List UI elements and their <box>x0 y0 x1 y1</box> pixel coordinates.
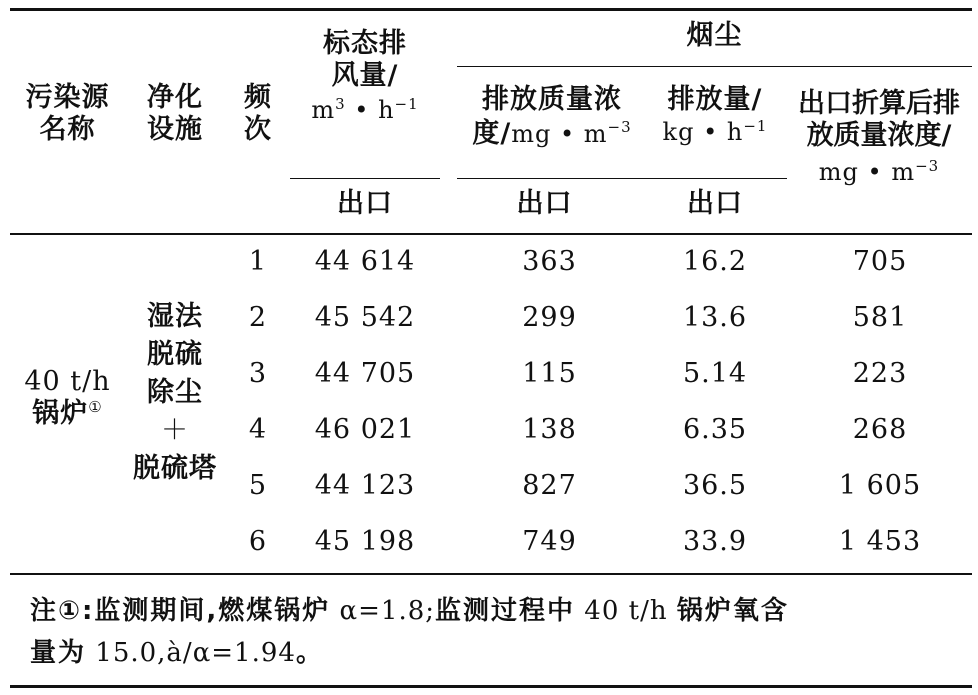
header-amount <box>650 84 780 146</box>
row-3-conc: 115 <box>522 358 577 389</box>
row-2-amount: 13.6 <box>682 302 748 333</box>
row-4-freq: 4 <box>248 414 268 445</box>
header-device-line2: 设施 <box>147 113 203 145</box>
header-amount-outlet: 出口 <box>687 188 743 219</box>
note-text-4: 量为 <box>30 638 87 668</box>
footnote-marker: ① <box>88 397 103 416</box>
source-name-line2 <box>10 398 125 430</box>
header-rule <box>10 233 972 235</box>
amount-unit: kg • h <box>662 117 744 146</box>
concentration-unit-exp: −3 <box>607 117 632 136</box>
row-5-converted: 1 605 <box>838 470 922 501</box>
row-4-flow: 46 021 <box>314 414 416 445</box>
header-frequency-line1: 频 <box>244 82 272 113</box>
row-6-freq: 6 <box>248 526 268 557</box>
note-values: 15.0,à/α=1.94 <box>86 638 296 668</box>
row-1-freq: 1 <box>248 246 268 277</box>
row-2-flow: 45 542 <box>314 302 416 333</box>
header-flow-line1: 标态排 <box>323 28 407 59</box>
row-2-freq: 2 <box>248 302 268 333</box>
header-converted-unit <box>780 158 978 186</box>
device-line-1: 湿法 <box>147 301 203 332</box>
smoke-group-rule <box>457 66 972 67</box>
body-end-rule <box>10 573 972 575</box>
note-line-2 <box>30 632 970 674</box>
row-1-amount: 16.2 <box>682 246 748 277</box>
row-5-conc: 827 <box>522 470 577 501</box>
row-3-amount: 5.14 <box>682 358 748 389</box>
flow-unit-time-exp: −1 <box>394 94 419 113</box>
row-5-flow: 44 123 <box>314 470 416 501</box>
row-4-amount: 6.35 <box>682 414 748 445</box>
source-capacity: 40 t/h <box>24 366 111 397</box>
header-flow-outlet: 出口 <box>337 188 393 219</box>
note-alpha: α=1.8; <box>330 596 436 626</box>
row-4-converted: 268 <box>852 414 908 445</box>
flow-unit-base: m <box>311 95 336 124</box>
row-2-converted: 581 <box>852 302 908 333</box>
header-converted-line1: 出口折算后排 <box>798 88 960 119</box>
note-text-1: 注①:监测期间,燃煤锅炉 <box>30 596 331 626</box>
note-capacity: 40 t/h <box>575 596 677 626</box>
converted-unit-exp: −3 <box>915 156 940 175</box>
outlet-rule-smoke <box>457 178 787 179</box>
header-converted-line2: 放质量浓度/ <box>806 119 952 151</box>
row-3-freq: 3 <box>248 358 268 389</box>
row-5-amount: 36.5 <box>682 470 748 501</box>
header-concentration-line1: 排放质量浓 <box>482 84 622 115</box>
header-frequency-line2: 次 <box>244 113 272 145</box>
device-cell <box>125 298 225 488</box>
outlet-rule-flow <box>290 178 440 179</box>
bottom-rule <box>10 685 972 688</box>
row-4-conc: 138 <box>522 414 577 445</box>
row-6-amount: 33.9 <box>682 526 748 557</box>
header-amount-unit <box>650 118 780 146</box>
row-1-converted: 705 <box>852 246 908 277</box>
flow-unit-exp: 3 <box>335 94 346 113</box>
header-amount-line1: 排放量/ <box>667 84 763 115</box>
device-line-5: 脱硫塔 <box>133 453 217 484</box>
row-3-converted: 223 <box>852 358 908 389</box>
header-frequency <box>228 82 288 146</box>
header-concentration-line2 <box>452 118 652 150</box>
header-device <box>125 82 225 146</box>
header-flow-unit <box>290 96 440 124</box>
amount-unit-exp: −1 <box>743 116 768 135</box>
header-flow-line2: 风量/ <box>331 59 399 91</box>
note-text-2: 监测过程中 <box>435 596 576 626</box>
concentration-suffix: 度/ <box>472 117 512 149</box>
note-end: 。 <box>295 638 324 668</box>
header-smoke-group: 烟尘 <box>686 20 743 51</box>
row-6-conc: 749 <box>522 526 577 557</box>
header-source-line1: 污染源 <box>25 82 110 113</box>
row-1-flow: 44 614 <box>314 246 416 277</box>
note-line-1 <box>30 590 970 632</box>
device-plus: ＋ <box>161 415 189 446</box>
source-name-cell <box>10 366 125 430</box>
concentration-unit: mg • m <box>511 119 608 148</box>
row-2-conc: 299 <box>522 302 577 333</box>
note-text-3: 锅炉氧含 <box>676 596 789 626</box>
top-rule <box>10 8 972 11</box>
header-source <box>10 82 125 146</box>
table-note <box>30 590 970 674</box>
header-device-line1: 净化 <box>147 82 203 113</box>
row-6-converted: 1 453 <box>838 526 922 557</box>
source-boiler: 锅炉 <box>32 397 89 429</box>
row-5-freq: 5 <box>248 470 268 501</box>
row-1-conc: 363 <box>522 246 577 277</box>
converted-unit: mg • m <box>818 157 916 186</box>
header-converted <box>780 88 978 186</box>
row-6-flow: 45 198 <box>314 526 416 557</box>
header-concentration-outlet: 出口 <box>516 188 573 219</box>
device-line-2: 脱硫 <box>147 339 203 370</box>
flow-unit-time: • h <box>345 95 395 124</box>
header-source-line2: 名称 <box>39 113 96 145</box>
header-flow <box>290 28 440 124</box>
header-concentration <box>452 84 652 150</box>
device-line-3: 除尘 <box>147 377 203 408</box>
row-3-flow: 44 705 <box>314 358 416 389</box>
